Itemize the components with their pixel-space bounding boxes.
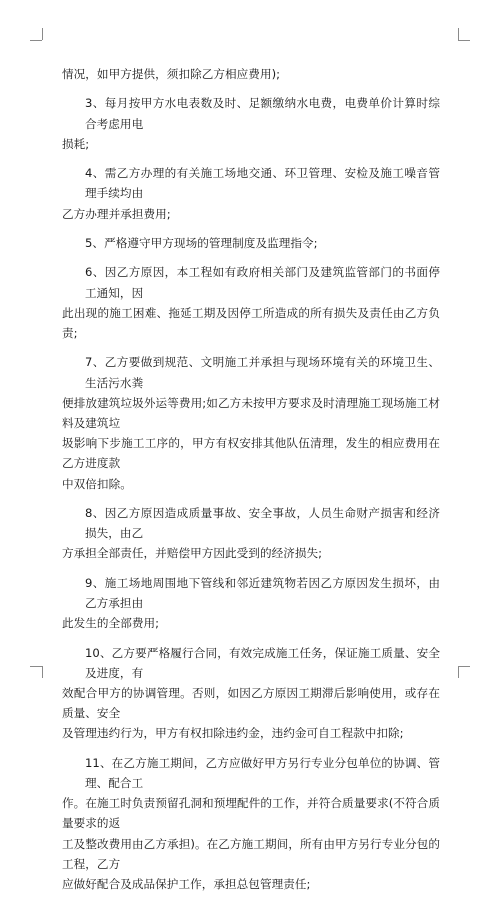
crop-mark xyxy=(30,666,42,667)
crop-mark xyxy=(42,666,43,678)
paragraph xyxy=(62,233,440,253)
paragraph xyxy=(62,163,440,224)
text-line: 7、乙方要做到规范、文明施工并承担与现场环境有关的环境卫生、生活污水粪 xyxy=(85,355,440,390)
paragraph xyxy=(62,573,440,634)
paragraph xyxy=(62,643,440,744)
text-line: 方承担全部责任，并赔偿甲方因此受到的经济损失; xyxy=(62,546,323,561)
text-line: 此出现的施工困难、拖延工期及因停工所造成的所有损失及责任由乙方负责; xyxy=(62,305,440,340)
text-line: 情况，如甲方提供，须扣除乙方相应费用); xyxy=(62,67,281,81)
crop-mark xyxy=(458,666,470,667)
paragraph xyxy=(62,64,440,84)
crop-mark xyxy=(30,40,42,41)
text-line: 8、因乙方原因造成质量事故、安全事故，人员生命财产损害和经济损失，由乙 xyxy=(85,505,440,541)
text-line: 圾影响下步施工工序的，甲方有权安排其他队伍清理，发生的相应费用在乙方进度款 xyxy=(62,436,440,471)
text-line: 工及整改费用由乙方承担)。在乙方施工期间，所有由甲方另行专业分包的工程，乙方 xyxy=(62,836,440,871)
text-line: 效配合甲方的协调管理。否则，如因乙方原因工期滞后影响使用，或存在质量、安全 xyxy=(62,685,440,721)
text-line: 6、因乙方原因，本工程如有政府相关部门及建筑监管部门的书面停工通知，因 xyxy=(85,265,440,300)
text-line: 及管理违约行为，甲方有权扣除违约金，违约金可自工程款中扣除; xyxy=(62,726,404,741)
text-line: 10、乙方要严格履行合同，有效完成施工任务，保证施工质量、安全及进度，有 xyxy=(85,645,440,680)
text-line: 便排放建筑垃圾外运等费用;如乙方未按甲方要求及时清理施工现场施工材料及建筑垃 xyxy=(62,395,440,430)
text-line: 中双倍扣除。 xyxy=(62,476,132,491)
paragraph xyxy=(62,262,440,343)
text-line: 5、严格遵守甲方现场的管理制度及监理指令; xyxy=(85,235,318,250)
text-line: 4、需乙方办理的有关施工场地交通、环卫管理、安检及施工噪音管理手续均由 xyxy=(85,166,440,201)
text-line: 此发生的全部费用; xyxy=(62,616,160,631)
text-line: 3、每月按甲方水电表数及时、足额缴纳水电费，电费单价计算时综合考虑用电 xyxy=(85,96,440,131)
paragraph xyxy=(62,352,440,493)
paragraph xyxy=(62,503,440,564)
crop-mark xyxy=(458,40,470,41)
text-line: 应做好配合及成品保护工作，承担总包管理责任; xyxy=(62,877,311,891)
text-line: 作。在施工时负责预留孔洞和预埋配件的工作，并符合质量要求(不符合质量要求的返 xyxy=(62,796,440,831)
crop-mark xyxy=(42,28,43,40)
paragraph xyxy=(62,93,440,154)
paragraph xyxy=(62,753,440,894)
text-line: 损耗; xyxy=(62,136,90,151)
text-line: 9、施工场地周围地下管线和邻近建筑物若因乙方原因发生损坏，由乙方承担由 xyxy=(85,575,440,610)
crop-mark xyxy=(458,666,459,678)
crop-mark xyxy=(458,28,459,40)
text-line: 11、在乙方施工期间，乙方应做好甲方另行专业分包单位的协调、管理、配合工 xyxy=(85,755,440,790)
document-body xyxy=(62,64,440,903)
text-line: 乙方办理并承担费用; xyxy=(62,206,171,221)
